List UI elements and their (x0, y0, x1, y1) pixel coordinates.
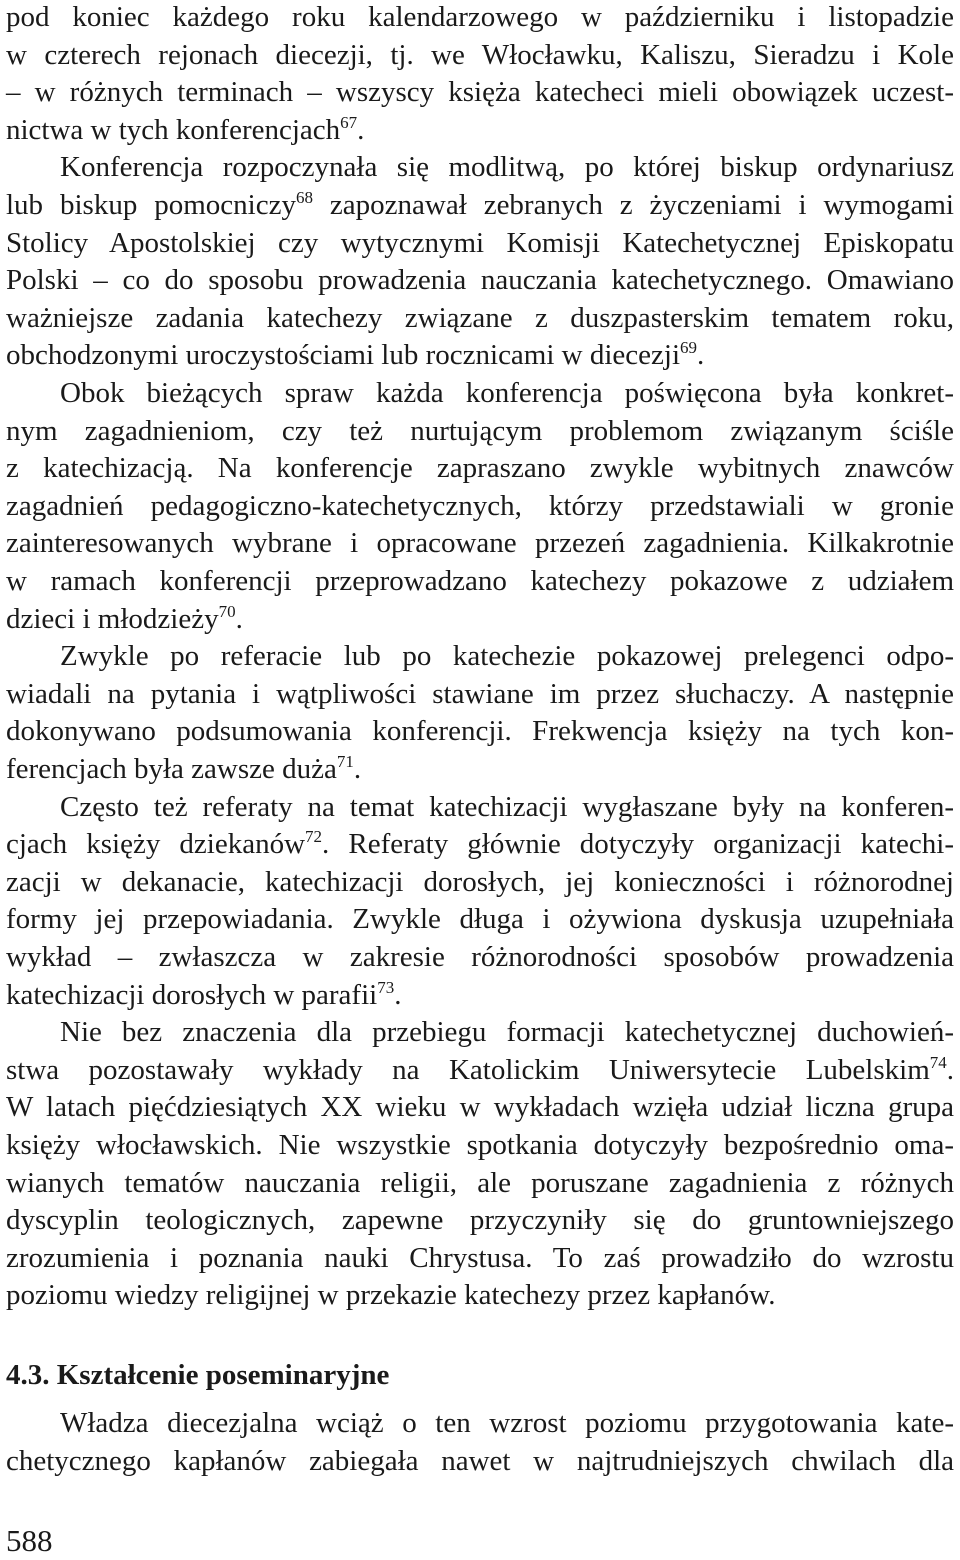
text-line (6, 1164, 954, 1202)
text-line (6, 712, 954, 750)
text-line (6, 1442, 954, 1480)
text-line (6, 675, 954, 713)
footnote-marker: 69 (680, 338, 698, 358)
text-line (6, 261, 954, 299)
line-text: nictwa w tych konferencjach (6, 113, 341, 146)
text-line (6, 1088, 954, 1126)
text-line (6, 900, 954, 938)
footnote-marker: 73 (377, 977, 395, 997)
text-line (6, 148, 954, 186)
text-line (6, 186, 954, 224)
text-line (6, 863, 954, 901)
line-text: Często też referaty na temat katechizacji wygłaszane były na konferen- (60, 790, 954, 823)
line-text: zrozumienia i poznania nauki Chrystusa. To zaś prowadziło do wzrostu (6, 1241, 954, 1274)
footnote-marker: 67 (340, 112, 358, 132)
line-text: księży włocławskich. Nie wszystkie spotkania dotyczyły bezpośrednio oma- (6, 1129, 954, 1161)
line-text-continuation: . (353, 753, 362, 785)
line-text: – w różnych terminach – wszyscy księża katecheci mieli obowiązek uczest- (6, 76, 954, 109)
text-line (6, 562, 954, 600)
line-text-continuation: . (946, 1053, 954, 1086)
text-line (6, 1404, 954, 1442)
line-text: ważniejsze zadania katechezy związane z duszpasterskim tematem roku, (6, 301, 954, 334)
line-text: formy jej przepowiadania. Zwykle długa i ożywiona dyskusja uzupełniała (6, 903, 954, 936)
text-line (6, 524, 954, 562)
footnote-marker: 70 (218, 601, 236, 621)
text-line (6, 1239, 954, 1277)
section-heading: 4.3. Kształcenie poseminaryjne (6, 1359, 390, 1391)
text-line (6, 449, 954, 487)
line-text-continuation: . (394, 978, 402, 1011)
text-line (6, 938, 954, 976)
text-line (6, 600, 954, 638)
line-text: Polski – co do sposobu prowadzenia nauczania katechetycznego. Omawiano (6, 264, 954, 297)
text-line (6, 224, 954, 262)
text-line (6, 1051, 954, 1089)
text-line (6, 1201, 954, 1239)
line-text: Konferencja rozpoczynała się modlitwą, po której biskup ordynariusz (60, 151, 954, 184)
line-text: obchodzonymi uroczystościami lub rocznicami w diecezji (6, 339, 681, 372)
line-text-continuation: zapoznawał zebranych z życzeniami i wymogami (312, 189, 954, 221)
text-line (6, 299, 954, 337)
line-text: Stolicy Apostolskiej czy wytycznymi Komisji Katechetycznej Episkopatu (6, 226, 954, 259)
line-text: W latach pięćdziesiątych XX wieku w wykładach wzięła udział liczna grupa (6, 1091, 954, 1124)
page-number: 588 (6, 1523, 53, 1558)
text-line (6, 36, 954, 74)
line-text: wianych tematów nauczania religii, ale poruszane zagadnienia z różnych (6, 1166, 954, 1199)
line-text-continuation: . (235, 602, 243, 635)
text-line (6, 976, 954, 1014)
text-line (6, 487, 954, 525)
line-text: katechizacji dorosłych w parafii (6, 978, 378, 1011)
text-line (6, 1126, 954, 1164)
line-text: z katechizacją. Na konferencje zapraszano zwykle wybitnych znawców (6, 452, 954, 485)
footnote-marker: 72 (305, 827, 323, 847)
line-text: zainteresowanych wybrane i opracowane przezeń zagadnienia. Kilkakrotnie (6, 527, 954, 560)
text-line (6, 336, 954, 374)
line-text: ferencjach była zawsze duża (6, 753, 337, 785)
text-line (6, 788, 954, 826)
line-text: stwa pozostawały wykłady na Katolickim Uniwersytecie Lubelskim (6, 1053, 930, 1086)
line-text: dzieci i młodzieży (6, 602, 219, 635)
text-line (6, 1013, 954, 1051)
line-text: dyscyplin teologicznych, zapewne przyczyniły się do gruntowniejszego (6, 1204, 954, 1237)
text-line (6, 1276, 954, 1314)
footnote-marker: 74 (929, 1052, 947, 1072)
text-line (6, 412, 954, 450)
line-text: w ramach konferencji przeprowadzano katechezy pokazowe z udziałem (6, 565, 954, 597)
line-text-continuation: . (357, 113, 365, 146)
line-text: pod koniec każdego roku kalendarzowego w październiku i listopadzie (6, 1, 954, 33)
line-text: poziomu wiedzy religijnej w przekazie katechezy przez kapłanów. (6, 1279, 776, 1312)
text-line (6, 750, 954, 788)
text-line (6, 111, 954, 149)
line-text: chetycznego kapłanów zabiegała nawet w najtrudniejszych chwilach dla (6, 1445, 954, 1477)
text-line (6, 825, 954, 863)
line-text: wiadali na pytania i wątpliwości stawiane im przez słuchaczy. A następnie (6, 677, 954, 710)
line-text: nym zagadnieniom, czy też nurtującym problemom związanym ściśle (6, 414, 954, 447)
line-text: zagadnień pedagogiczno-katechetycznych, którzy przedstawiali w gronie (6, 489, 954, 522)
text-line (6, 73, 954, 111)
line-text-continuation: . (697, 339, 705, 372)
line-text: cjach księży dziekanów (6, 828, 306, 861)
line-text: Zwykle po referacie lub po katechezie pokazowej prelegenci odpo- (60, 640, 954, 673)
line-text: w czterech rejonach diecezji, tj. we Włocławku, Kaliszu, Sieradzu i Kole (6, 38, 954, 71)
line-text: lub biskup pomocniczy (6, 189, 296, 221)
line-text: Nie bez znaczenia dla przebiegu formacji katechetycznej duchowień- (60, 1016, 954, 1049)
text-line (6, 374, 954, 412)
footnote-marker: 71 (336, 752, 354, 771)
line-text: Władza diecezjalna wciąż o ten wzrost poziomu przygotowania kate- (60, 1407, 954, 1439)
text-line (6, 637, 954, 675)
line-text: Obok bieżących spraw każda konferencja poświęcona była konkret- (60, 377, 954, 409)
line-text: dokonywano podsumowania konferencji. Frekwencja księży na tych kon- (6, 715, 954, 748)
text-line (6, 0, 954, 36)
line-text: zacji w dekanacie, katechizacji dorosłych, jej konieczności i różnorodnej (6, 865, 954, 898)
line-text-continuation: . Referaty głównie dotyczyły organizacji katechi- (322, 828, 955, 861)
line-text: wykład – zwłaszcza w zakresie różnorodności sposobów prowadzenia (6, 941, 954, 973)
footnote-marker: 68 (295, 188, 313, 207)
